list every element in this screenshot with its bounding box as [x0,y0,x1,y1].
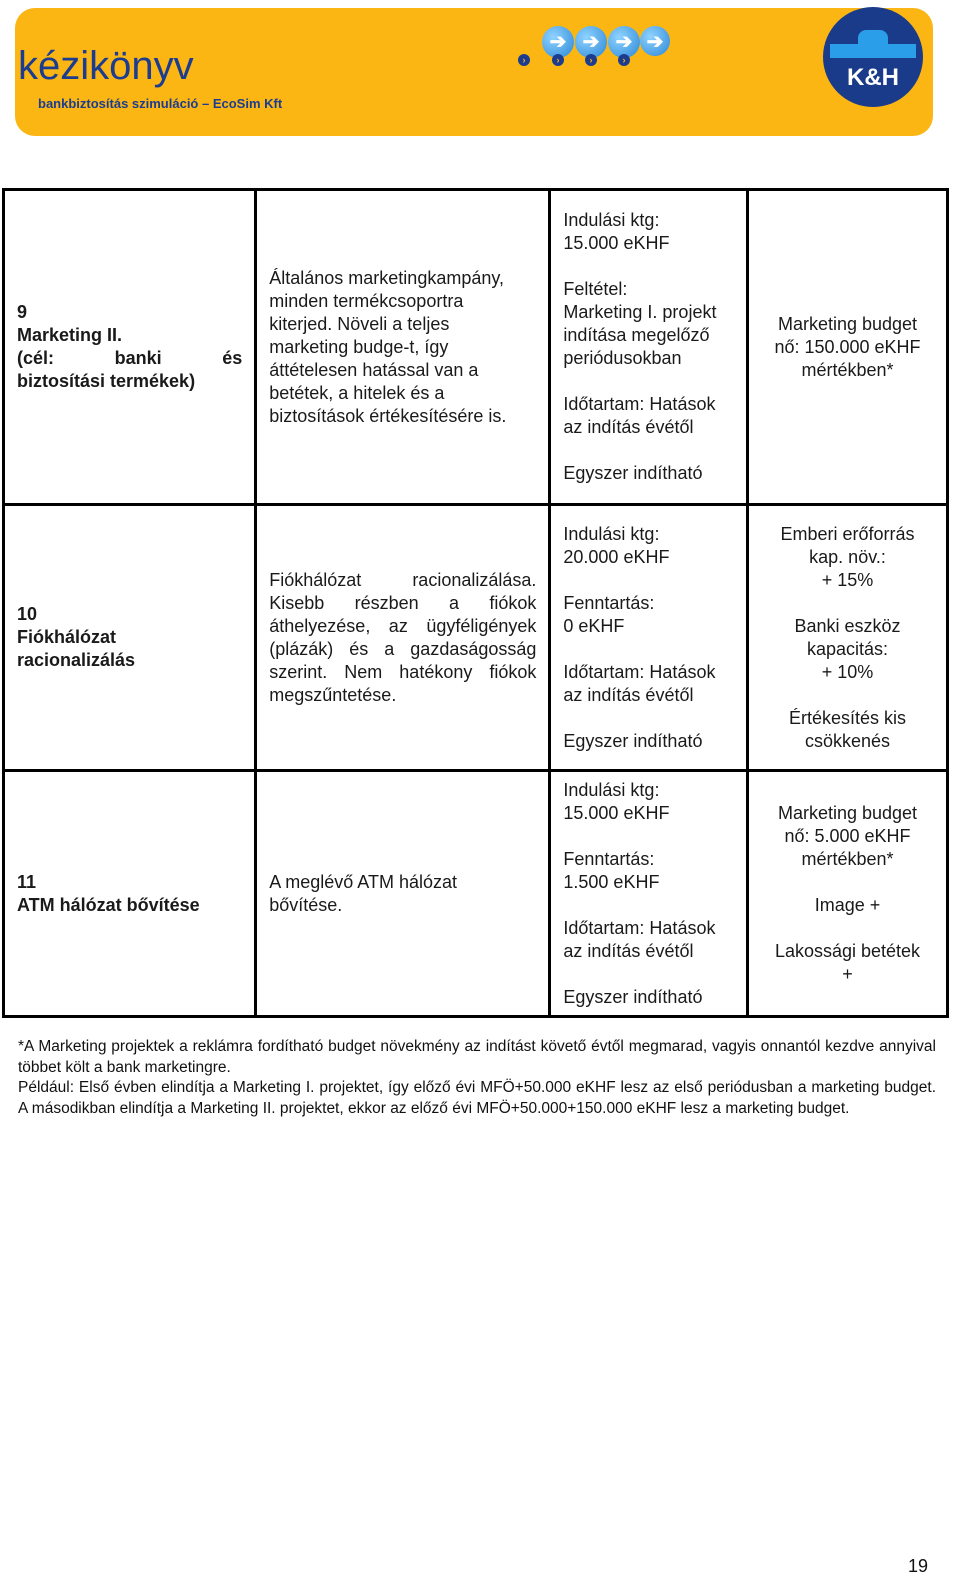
small-arrow-icon: › [618,54,630,66]
small-arrow-icon: › [518,54,530,66]
table-row [4,505,948,771]
project-description-cell [256,771,550,1017]
effect-text: Értékesítés kis [788,707,907,728]
description-line: biztosítások értékesítésére is. [269,405,507,426]
description-line: minden termékcsoportra [269,290,464,311]
project-goal [17,347,242,370]
effect-text: Emberi erőforrás [780,523,915,544]
condition-text: periódusokban [563,348,682,368]
small-arrow-icon: › [552,54,564,66]
text-word: (cél: [17,348,55,368]
page-subtitle: bankbiztosítás szimuláció – EcoSim Kft [38,96,283,111]
project-name: Fiókhálózat [17,627,117,647]
effect-text: csökkenés [804,730,891,751]
arrow-right-icon[interactable]: ➔ [575,26,607,58]
text-word: és [222,348,243,368]
project-conditions-cell [550,505,748,771]
project-description-cell [256,505,550,771]
project-description-cell [256,190,550,505]
effect-text: mértékben* [801,359,894,380]
description-line: bővítése. [269,894,343,915]
project-name-cell [4,771,256,1017]
description-line: áthelyezése, az ügyféligények [269,615,537,636]
duration-text: az indítás évétől [563,417,694,437]
description-line: kiterjed. Növeli a teljes [269,313,450,334]
start-cost-value: 15.000 eKHF [563,233,670,253]
description-line: (plázák) és a gazdaságosság [269,638,537,659]
launch-rule: Egyszer indítható [563,463,703,483]
description-line: Fiókhálózat racionalizálása. [269,569,537,590]
effect-text: nő: 150.000 eKHF [774,336,921,357]
project-number: 10 [17,604,38,624]
table-row [4,771,948,1017]
project-effects-cell [748,505,948,771]
page-number: 19 [908,1556,929,1576]
page-title: kézikönyv [18,44,194,88]
start-cost-label: Indulási ktg: [563,779,660,800]
project-effects-cell [748,190,948,505]
duration-text: Időtartam: Hatások [563,394,716,414]
description-line: betétek, a hitelek és a [269,382,445,403]
footnote-paragraph: *A Marketing projektek a reklámra fordítható budget növekmény az indítást követő évtől megmarad, vagyis onnantól kezdve annyival többet költ a bank marketingre. [18,1038,936,1076]
effect-text: Marketing budget [777,802,918,823]
effect-text: kapacitás: [806,638,889,659]
condition-text: indítása megelőző [563,325,710,345]
duration-text: Időtartam: Hatások [563,661,716,682]
effect-text: + 15% [821,569,874,590]
description-line: marketing budge-t, így [269,336,449,357]
project-table [2,188,949,1018]
effect-text: Image + [814,894,881,915]
description-line: A meglévő ATM hálózat [269,871,458,892]
duration-text: Időtartam: Hatások [563,917,716,938]
maintenance-value: 0 eKHF [563,615,625,636]
condition-label: Feltétel: [563,279,628,299]
description-line: szerint. Nem hatékony fiókok [269,661,537,682]
description-line: Általános marketingkampány, [269,267,505,288]
project-name: racionalizálás [17,650,136,670]
project-name-cell [4,190,256,505]
small-arrow-icon: › [585,54,597,66]
nav-arrows [518,26,688,70]
project-number: 11 [17,871,37,892]
start-cost-value: 20.000 eKHF [563,546,670,567]
project-conditions-cell [550,771,748,1017]
project-name: Marketing II. [17,325,123,345]
effect-text: Banki eszköz [794,615,901,636]
maintenance-label: Fenntartás: [563,848,655,869]
project-number: 9 [17,302,28,322]
project-name: ATM hálózat bővítése [17,894,200,915]
description-line: megszűntetése. [269,684,397,705]
description-line: áttételesen hatással van a [269,359,479,380]
maintenance-value: 1.500 eKHF [563,871,660,892]
footnote [18,1037,936,1119]
effect-text: Lakossági betétek [774,940,921,961]
effect-text: + 10% [821,661,874,682]
start-cost-label: Indulási ktg: [563,523,660,544]
effect-text: + [842,963,853,984]
project-effects-cell [748,771,948,1017]
text-word: banki [114,348,162,368]
description-line: Kisebb részben a fiókok [269,592,537,613]
duration-text: az indítás évétől [563,940,694,961]
condition-text: Marketing I. projekt [563,302,717,322]
arrow-right-icon[interactable]: ➔ [640,26,670,56]
arrow-right-icon[interactable]: ➔ [542,26,574,58]
project-goal-cont: biztosítási termékek) [17,371,196,391]
arrow-right-icon[interactable]: ➔ [608,26,640,58]
start-cost-value: 15.000 eKHF [563,802,670,823]
project-name-cell [4,505,256,771]
effect-text: kap. növ.: [809,546,886,567]
logo-shape [830,44,916,58]
start-cost-label: Indulási ktg: [563,210,660,230]
launch-rule: Egyszer indítható [563,730,703,751]
launch-rule: Egyszer indítható [563,986,703,1007]
logo-text: K&H [847,64,899,91]
effect-text: mértékben* [801,848,894,869]
footnote-paragraph: Például: Első évben elindítja a Marketing I. projektet, így előző évi MFÖ+50.000 eKHF lesz az első periódusban a marketing budget. A másodikban elindítja a Marketing II. projektet, ekkor az előző évi MFÖ+50.000+150.000 eKHF lesz a marketing budget. [18,1079,936,1117]
duration-text: az indítás évétől [563,684,694,705]
project-conditions-cell [550,190,748,505]
effect-text: Marketing budget [777,313,918,334]
effect-text: nő: 5.000 eKHF [784,825,911,846]
table-row [4,190,948,505]
maintenance-label: Fenntartás: [563,592,655,613]
